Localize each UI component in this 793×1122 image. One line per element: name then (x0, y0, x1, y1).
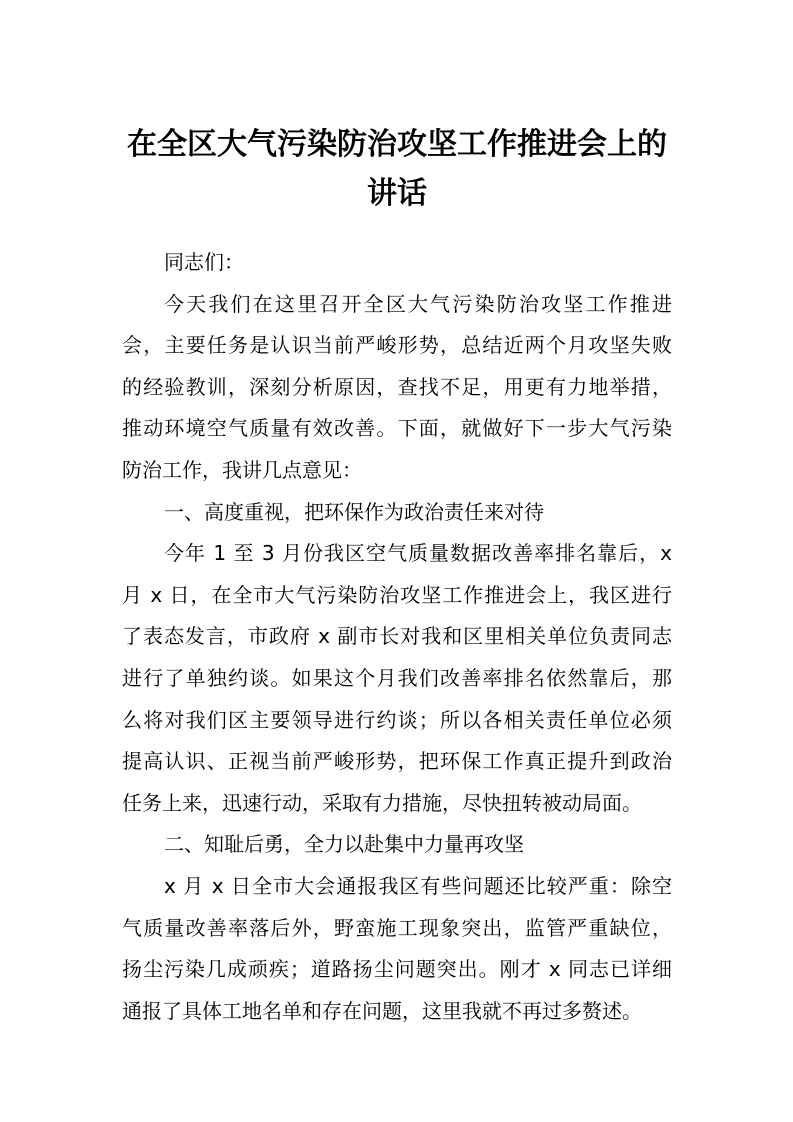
paragraph (122, 284, 672, 492)
paragraph-line: 扬尘污染几成顽疾；道路扬尘问题突出。刚才 x 同志已详细 (122, 957, 672, 982)
paragraph-line: 今年 1 至 3 月份我区空气质量数据改善率排名靠后，x (164, 541, 672, 566)
paragraph-line: 的经验教训，深刻分析原因，查找不足，用更有力地举措， (122, 374, 672, 399)
paragraph-line: 今天我们在这里召开全区大气污染防治攻坚工作推进 (164, 291, 672, 316)
paragraph-line: 一、高度重视，把环保作为政治责任来对待 (164, 499, 544, 524)
paragraph-line: 防治工作，我讲几点意见： (122, 457, 362, 482)
paragraph-line: 进行了单独约谈。如果这个月我们改善率排名依然靠后，那 (122, 665, 672, 690)
paragraph (122, 492, 672, 534)
paragraph-line: 通报了具体工地名单和存在问题，这里我就不再过多赘述。 (122, 998, 642, 1023)
document-body (122, 242, 672, 1032)
paragraph-line: 了表态发言，市政府 x 副市长对我和区里相关单位负责同志 (122, 624, 672, 649)
paragraph-line: 月 x 日，在全市大气污染防治攻坚工作推进会上，我区进行 (122, 582, 672, 607)
paragraph-line: 么将对我们区主要领导进行约谈；所以各相关责任单位必须 (122, 707, 672, 732)
paragraph (122, 242, 672, 284)
paragraph-line: 任务上来，迅速行动，采取有力措施，尽快扭转被动局面。 (122, 790, 642, 815)
paragraph (122, 866, 672, 1032)
paragraph-line: 同志们： (164, 250, 244, 274)
paragraph-line: 会，主要任务是认识当前严峻形势，总结近两个月攻坚失败 (122, 333, 672, 358)
paragraph-line: 推动环境空气质量有效改善。下面，就做好下一步大气污染 (122, 416, 672, 441)
document-title-line-2: 讲话 (367, 176, 427, 211)
document-title-line-1: 在全区大气污染防治攻坚工作推进会上的 (127, 127, 667, 162)
paragraph-line: 气质量改善率落后外，野蛮施工现象突出，监管严重缺位， (122, 915, 672, 940)
paragraph-line: x 月 x 日全市大会通报我区有些问题还比较严重：除空 (164, 873, 672, 898)
paragraph (122, 824, 672, 866)
paragraph-line: 提高认识、正视当前严峻形势，把环保工作真正提升到政治 (122, 749, 672, 774)
paragraph (122, 533, 672, 824)
paragraph-line: 二、知耻后勇，全力以赴集中力量再攻坚 (164, 832, 524, 857)
